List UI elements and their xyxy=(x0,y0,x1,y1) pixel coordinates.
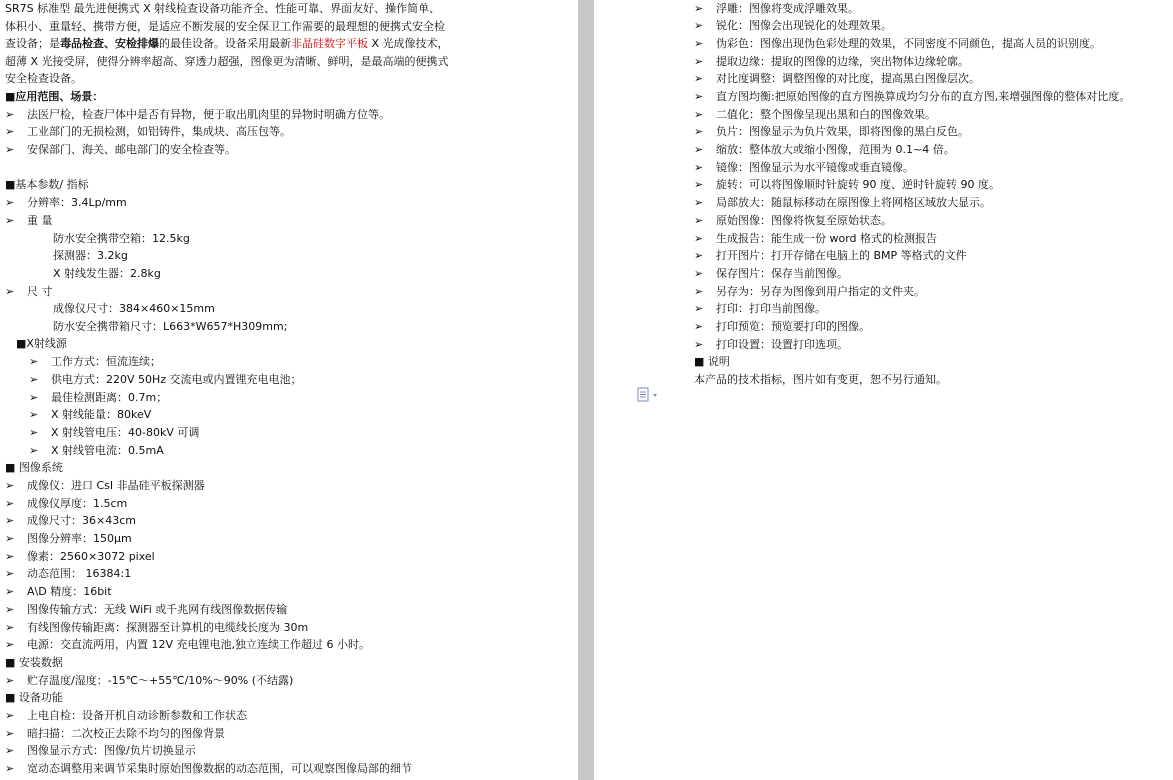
line-text: 像素：2560×3072 pixel xyxy=(27,550,155,563)
line-text: 工作方式：恒流连续； xyxy=(51,355,161,368)
line-text: 贮存温度/湿度：-15℃～+55℃/10%～90% (不结露) xyxy=(27,674,294,687)
intro-text: SR7S 标准型 最先进便携式 X 射线检查设备功能齐全、性能可靠、界面友好、操作简单、 xyxy=(5,2,441,15)
arrow-bullet-icon: ➢ xyxy=(5,709,15,722)
list-item xyxy=(5,194,127,211)
line-text: 成像仪厚度：1.5cm xyxy=(27,497,128,510)
arrow-bullet-icon: ➢ xyxy=(5,108,15,121)
section-heading xyxy=(16,335,67,352)
arrow-bullet-icon: ➢ xyxy=(694,302,704,315)
arrow-bullet-icon: ➢ xyxy=(694,72,704,85)
intro-text: 毒品检查、安检排爆 xyxy=(60,37,159,51)
line-text: 有线图像传输距离：探测器至计算机的电缆线长度为 30m xyxy=(27,621,309,634)
section-heading xyxy=(53,265,161,282)
line-text: 图像分辨率：150μm xyxy=(27,532,132,545)
list-item xyxy=(29,424,199,441)
line-text: 防水安全携带空箱：12.5kg xyxy=(53,232,190,245)
line-text: X 射线管电压：40-80kV 可调 xyxy=(51,426,200,439)
intro-line xyxy=(5,18,575,36)
intro-text: 安全检查设备。 xyxy=(5,72,82,86)
arrow-bullet-icon: ➢ xyxy=(5,125,15,138)
list-item xyxy=(694,265,848,282)
section-heading xyxy=(53,300,215,317)
intro-paragraph xyxy=(5,0,575,88)
list-item xyxy=(5,212,53,229)
list-item xyxy=(694,141,955,158)
list-item xyxy=(694,194,991,211)
list-item xyxy=(694,123,969,140)
line-text: 直方图均衡:把原始图像的直方图换算成均匀分布的直方图,来增强图像的整体对比度。 xyxy=(716,90,1131,103)
arrow-bullet-icon: ➢ xyxy=(5,285,15,298)
arrow-bullet-icon: ➢ xyxy=(694,214,704,227)
list-item xyxy=(5,495,127,512)
intro-text: 体积小、重量轻、携带方便，是适应不断发展的安全保卫工作需要的最理想的便携式安全检 xyxy=(5,19,445,33)
list-item xyxy=(694,300,826,317)
arrow-bullet-icon: ➢ xyxy=(5,514,15,527)
line-text: 工业部门的无损检测，如铝铸件，集成块、高压包等。 xyxy=(27,125,291,138)
list-item xyxy=(5,742,196,759)
list-item xyxy=(694,88,1130,105)
list-item xyxy=(694,176,1000,193)
line-text: 宽动态调整用来调节采集时原始图像数据的动态范围，可以观察图像局部的细节 xyxy=(27,762,412,775)
section-heading xyxy=(5,88,103,105)
arrow-bullet-icon: ➢ xyxy=(694,320,704,333)
line-text: ■基本参数/ 指标 xyxy=(5,178,89,191)
arrow-bullet-icon: ➢ xyxy=(694,161,704,174)
list-item xyxy=(694,35,1101,52)
arrow-bullet-icon: ➢ xyxy=(694,285,704,298)
line-text: 原始图像：图像将恢复至原始状态。 xyxy=(716,214,892,227)
section-heading xyxy=(5,654,63,671)
section-heading xyxy=(5,689,63,706)
page-gutter xyxy=(578,0,594,780)
section-heading xyxy=(5,459,63,476)
line-text: ■ 设备功能 xyxy=(5,691,63,704)
list-item xyxy=(694,247,967,264)
arrow-bullet-icon: ➢ xyxy=(5,638,15,651)
line-text: 浮雕：图像将变成浮雕效果。 xyxy=(716,2,859,15)
line-text: 重 量 xyxy=(27,214,53,227)
arrow-bullet-icon: ➢ xyxy=(5,567,15,580)
intro-text: 查设备；是 xyxy=(5,37,60,51)
line-text: ■ 安装数据 xyxy=(5,656,63,669)
list-item xyxy=(5,548,155,565)
list-item xyxy=(694,230,937,247)
line-text: 打开图片：打开存储在电脑上的 BMP 等格式的文件 xyxy=(716,249,967,262)
intro-text: 非晶硅数字平板 xyxy=(291,37,368,51)
line-text: 打印设置：设置打印选项。 xyxy=(716,338,848,351)
line-text: 成像仪：进口 CsI 非晶硅平板探测器 xyxy=(27,479,205,492)
list-item xyxy=(5,141,236,158)
list-item xyxy=(5,707,247,724)
arrow-bullet-icon: ➢ xyxy=(5,621,15,634)
section-heading xyxy=(694,371,947,388)
arrow-bullet-icon: ➢ xyxy=(694,249,704,262)
intro-line xyxy=(5,0,575,18)
line-text: 图像显示方式：图像/负片切换显示 xyxy=(27,744,196,757)
line-text: 防水安全携带箱尺寸：L663*W657*H309mm; xyxy=(53,320,288,333)
list-item xyxy=(5,477,205,494)
line-text: X 射线能量：80keV xyxy=(51,408,152,421)
arrow-bullet-icon: ➢ xyxy=(5,532,15,545)
list-item xyxy=(29,353,161,370)
arrow-bullet-icon: ➢ xyxy=(5,727,15,740)
paste-options-icon[interactable] xyxy=(636,386,660,404)
line-text: 分辨率：3.4Lp/mm xyxy=(27,196,127,209)
section-heading xyxy=(694,353,730,370)
arrow-bullet-icon: ➢ xyxy=(29,408,39,421)
list-item xyxy=(5,106,390,123)
document-page-right xyxy=(594,0,1173,780)
list-item xyxy=(694,336,848,353)
list-item xyxy=(5,619,308,636)
list-item xyxy=(5,123,291,140)
list-item xyxy=(29,442,164,459)
list-item xyxy=(5,283,53,300)
line-text: 探测器：3.2kg xyxy=(53,249,128,262)
arrow-bullet-icon: ➢ xyxy=(694,90,704,103)
line-text: 上电自检：设备开机自动诊断参数和工作状态 xyxy=(27,709,247,722)
list-item xyxy=(694,0,859,17)
line-text: 安保部门、海关、邮电部门的安全检查等。 xyxy=(27,143,236,156)
arrow-bullet-icon: ➢ xyxy=(694,338,704,351)
line-text: 伪彩色：图像出现伪色彩处理的效果，不同密度不同颜色，提高人员的识别度。 xyxy=(716,37,1101,50)
line-text: 电源：交直流两用，内置 12V 充电锂电池,独立连续工作超过 6 小时。 xyxy=(27,638,371,651)
line-text: 锐化：图像会出现锐化的处理效果。 xyxy=(716,19,892,32)
arrow-bullet-icon: ➢ xyxy=(5,497,15,510)
list-item xyxy=(5,583,112,600)
line-text: 成像尺寸：36×43cm xyxy=(27,514,136,527)
line-text: 供电方式：220V 50Hz 交流电或内置锂充电电池； xyxy=(51,373,302,386)
line-text: 缩放：整体放大或缩小图像，范围为 0.1~4 倍。 xyxy=(716,143,955,156)
intro-text: 的最佳设备。设备采用最新 xyxy=(159,37,291,51)
arrow-bullet-icon: ➢ xyxy=(694,19,704,32)
line-text: 另存为：另存为图像到用户指定的文件夹。 xyxy=(716,285,925,298)
arrow-bullet-icon: ➢ xyxy=(5,143,15,156)
list-item xyxy=(5,636,370,653)
line-text: 打印：打印当前图像。 xyxy=(716,302,826,315)
list-item xyxy=(29,389,167,406)
arrow-bullet-icon: ➢ xyxy=(694,55,704,68)
list-item xyxy=(694,212,892,229)
arrow-bullet-icon: ➢ xyxy=(29,444,39,457)
section-heading xyxy=(53,230,190,247)
line-text: 最佳检测距离：0.7m； xyxy=(51,391,168,404)
line-text: 局部放大：随鼠标移动在原图像上将网格区域放大显示。 xyxy=(716,196,991,209)
arrow-bullet-icon: ➢ xyxy=(29,373,39,386)
line-text: 提取边缘：提取的图像的边缘，突出物体边缘轮廓。 xyxy=(716,55,969,68)
list-item xyxy=(5,725,225,742)
line-text: ■ 图像系统 xyxy=(5,461,63,474)
list-item xyxy=(5,512,136,529)
arrow-bullet-icon: ➢ xyxy=(5,674,15,687)
line-text: 生成报告：能生成一份 word 格式的检测报告 xyxy=(716,232,938,245)
line-text: 打印预览：预览要打印的图像。 xyxy=(716,320,870,333)
line-text: 二值化：整个图像呈现出黑和白的图像效果。 xyxy=(716,108,936,121)
arrow-bullet-icon: ➢ xyxy=(694,178,704,191)
line-text: 动态范围： 16384:1 xyxy=(27,567,132,580)
arrow-bullet-icon: ➢ xyxy=(694,143,704,156)
list-item xyxy=(694,159,914,176)
line-text: X 射线管电流：0.5mA xyxy=(51,444,164,457)
document-page-left xyxy=(0,0,578,780)
list-item xyxy=(5,565,131,582)
intro-line xyxy=(5,53,575,71)
list-item xyxy=(694,318,870,335)
list-item xyxy=(694,53,969,70)
line-text: A\D 精度：16bit xyxy=(27,585,112,598)
line-text: ■应用范围、场景： xyxy=(5,90,104,103)
arrow-bullet-icon: ➢ xyxy=(694,196,704,209)
arrow-bullet-icon: ➢ xyxy=(694,125,704,138)
list-item xyxy=(5,530,132,547)
section-heading xyxy=(53,247,128,264)
arrow-bullet-icon: ➢ xyxy=(694,232,704,245)
list-item xyxy=(694,283,925,300)
arrow-bullet-icon: ➢ xyxy=(5,214,15,227)
line-text: 旋转：可以将图像顺时针旋转 90 度、逆时针旋转 90 度。 xyxy=(716,178,1000,191)
arrow-bullet-icon: ➢ xyxy=(5,196,15,209)
line-text: 对比度调整：调整图像的对比度，提高黑白图像层次。 xyxy=(716,72,980,85)
line-text: 负片：图像显示为负片效果，即将图像的黑白反色。 xyxy=(716,125,969,138)
line-text: 法医尸检，检查尸体中是否有异物，便于取出肌肉里的异物时明确方位等。 xyxy=(27,108,390,121)
line-text: 尺 寸 xyxy=(27,285,53,298)
line-text: 图像传输方式：无线 WiFi 或千兆网有线图像数据传输 xyxy=(27,603,288,616)
line-text: 暗扫描：二次校正去除不均匀的图像背景 xyxy=(27,727,225,740)
arrow-bullet-icon: ➢ xyxy=(5,762,15,775)
list-item xyxy=(29,371,302,388)
list-item xyxy=(694,106,936,123)
line-text: 保存图片：保存当前图像。 xyxy=(716,267,848,280)
intro-line xyxy=(5,70,575,88)
arrow-bullet-icon: ➢ xyxy=(694,267,704,280)
list-item xyxy=(5,672,293,689)
arrow-bullet-icon: ➢ xyxy=(5,585,15,598)
line-text: ■ 说明 xyxy=(694,355,730,368)
list-item xyxy=(5,601,287,618)
section-heading xyxy=(5,176,89,193)
intro-text: X 光成像技术， xyxy=(368,37,449,51)
intro-line xyxy=(5,35,575,53)
line-text: ■X射线源 xyxy=(16,337,67,350)
line-text: 成像仪尺寸：384×460×15mm xyxy=(53,302,215,315)
list-item xyxy=(694,17,892,34)
arrow-bullet-icon: ➢ xyxy=(29,426,39,439)
arrow-bullet-icon: ➢ xyxy=(5,744,15,757)
arrow-bullet-icon: ➢ xyxy=(29,391,39,404)
arrow-bullet-icon: ➢ xyxy=(29,355,39,368)
arrow-bullet-icon: ➢ xyxy=(5,603,15,616)
line-text: 本产品的技术指标，图片如有变更，恕不另行通知。 xyxy=(694,373,947,386)
arrow-bullet-icon: ➢ xyxy=(5,550,15,563)
arrow-bullet-icon: ➢ xyxy=(694,37,704,50)
arrow-bullet-icon: ➢ xyxy=(694,108,704,121)
arrow-bullet-icon: ➢ xyxy=(5,479,15,492)
list-item xyxy=(5,760,412,777)
intro-text: 超薄 X 光接受屏，使得分辨率超高、穿透力超强，图像更为清晰、鲜明，是最高端的便携式 xyxy=(5,54,449,68)
list-item xyxy=(29,406,151,423)
list-item xyxy=(694,70,980,87)
arrow-bullet-icon: ➢ xyxy=(694,2,704,15)
line-text: 镜像：图像显示为水平镜像或垂直镜像。 xyxy=(716,161,914,174)
line-text: X 射线发生器：2.8kg xyxy=(53,267,161,280)
section-heading xyxy=(53,318,287,335)
